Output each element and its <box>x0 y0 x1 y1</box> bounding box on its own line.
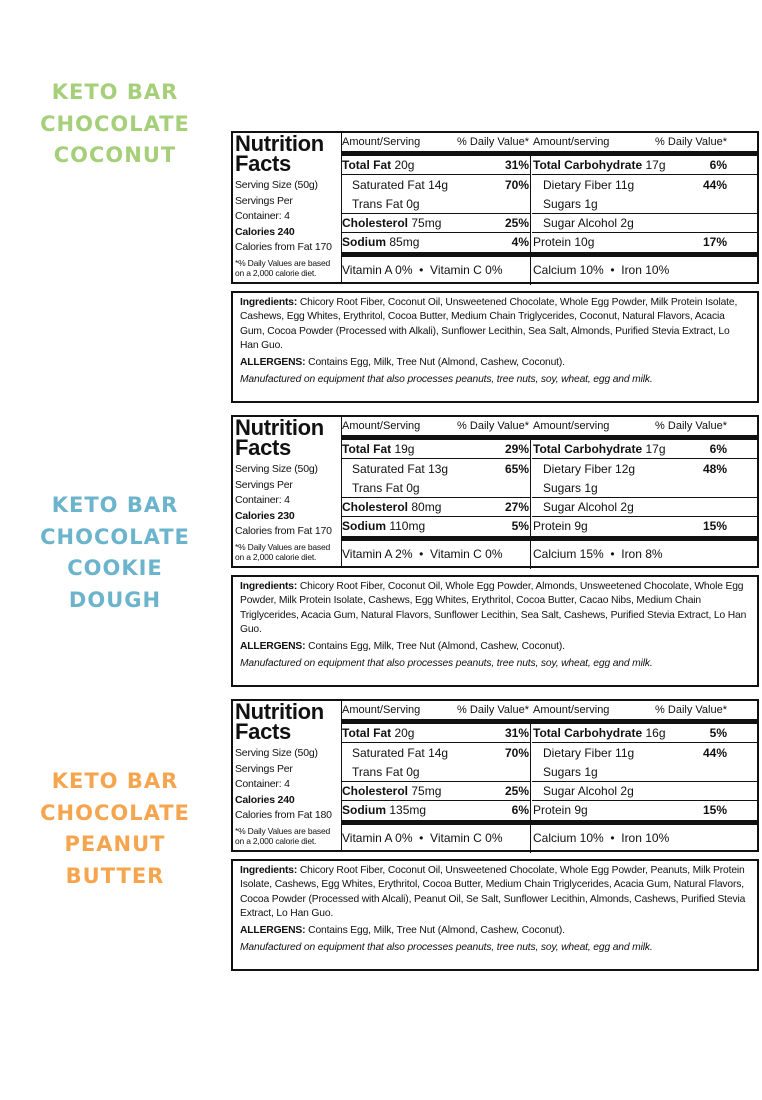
product-title <box>0 77 230 172</box>
saturated-fat-row: Saturated Fat 14g 70% <box>352 746 529 760</box>
sodium-row: Sodium 110mg 5% <box>342 519 529 533</box>
sugar-alcohol-row: Sugar Alcohol 2g <box>543 784 634 798</box>
title-line: PEANUT <box>64 832 166 856</box>
serving-size: Serving Size (50g) <box>235 747 318 759</box>
vitamins-rule <box>341 252 757 257</box>
ingredients-text: Ingredients: Chicory Root Fiber, Coconut Oil, Unsweetened Chocolate, Whole Egg Powder, Milk Protein Isolate, Cashews, Egg Whites, Erythritol, Cocoa Butter, Medium Chain Triglycerides, Coconut, Natural Flavors, Acacia Gum, Cocoa Powder (Processed with Alkali), Sunflower Lecithin, Sea Salt, Almonds, Purified Stevia Extract, Lo Han Guo. <box>240 297 738 351</box>
ingredients-text: Ingredients: Chicory Root Fiber, Coconut Oil, Whole Egg Powder, Almonds, Unsweetened Chocolate, Whole Egg Powder, Milk Protein Isolate, Cashews, Egg Whites, Erythritol, Cocoa Butter, Cacao Nibs, Medium Chain Triglycerides, Acacia Gum, Natural Flavors, Sunflower Lecithin, Sea Salt, Cashews, Purified Stevia Extract, Lo Han Guo. <box>240 581 747 635</box>
vitamins-row: Vitamin A 2% • Vitamin C 0% <box>342 547 503 561</box>
saturated-fat-row: Saturated Fat 13g 65% <box>352 462 529 476</box>
serving-info <box>235 178 341 279</box>
serving-size: Serving Size (50g) <box>235 463 318 475</box>
dietary-fiber-row: Dietary Fiber 12g 48% <box>543 462 727 476</box>
nutrition-facts-heading: Nutrition Facts <box>235 415 324 460</box>
total-carb-row: Total Carbohydrate 17g 6% <box>533 158 727 172</box>
calories: Calories 240 <box>235 225 295 238</box>
right-column-header: Amount/serving % Daily Value* <box>533 704 727 716</box>
product-title <box>0 490 230 616</box>
mid-divider <box>530 151 531 285</box>
title-line: COCONUT <box>53 143 177 167</box>
rule <box>532 174 757 175</box>
mid-divider <box>530 719 531 853</box>
left-column-header: Amount/Serving % Daily Value* <box>342 420 529 432</box>
calories-from-fat: Calories from Fat 180 <box>235 809 332 821</box>
rule <box>532 213 757 214</box>
dietary-fiber-row: Dietary Fiber 11g 44% <box>543 178 727 192</box>
protein-row: Protein 9g 15% <box>533 803 727 817</box>
right-column-header: Amount/serving % Daily Value* <box>533 136 727 148</box>
rule <box>341 497 530 498</box>
servings-per: Servings Per <box>235 762 293 775</box>
servings-per: Servings Per <box>235 194 293 207</box>
cholesterol-row: Cholesterol 80mg 27% <box>342 500 529 514</box>
serving-size: Serving Size (50g) <box>235 179 318 191</box>
allergens-text: ALLERGENS: Contains Egg, Milk, Tree Nut (Almond, Cashew, Coconut). <box>240 641 565 653</box>
sugar-alcohol-row: Sugar Alcohol 2g <box>543 500 634 514</box>
allergens-text: ALLERGENS: Contains Egg, Milk, Tree Nut (Almond, Cashew, Coconut). <box>240 357 565 369</box>
rule <box>341 174 530 175</box>
minerals-row: Calcium 10% • Iron 10% <box>533 263 670 277</box>
rule <box>341 458 530 459</box>
sugars-row: Sugars 1g <box>543 481 598 495</box>
allergens-text: ALLERGENS: Contains Egg, Milk, Tree Nut (Almond, Cashew, Coconut). <box>240 925 565 937</box>
sodium-row: Sodium 135mg 6% <box>342 803 529 817</box>
rule <box>341 232 530 233</box>
nutrition-facts-panel <box>231 415 759 568</box>
total-fat-row: Total Fat 19g 29% <box>342 442 529 456</box>
trans-fat-row: Trans Fat 0g <box>352 197 420 211</box>
total-fat-row: Total Fat 20g 31% <box>342 158 529 172</box>
rule <box>341 742 530 743</box>
rule <box>532 458 757 459</box>
calories: Calories 240 <box>235 793 295 806</box>
left-column-header: Amount/Serving % Daily Value* <box>342 704 529 716</box>
total-carb-row: Total Carbohydrate 17g 6% <box>533 442 727 456</box>
mid-divider <box>530 435 531 569</box>
footnote: *% Daily Values are based on a 2,000 calorie diet. <box>235 825 331 846</box>
rule <box>532 742 757 743</box>
product-title <box>0 766 230 892</box>
title-line: BUTTER <box>65 863 165 888</box>
rule <box>341 213 530 214</box>
dietary-fiber-row: Dietary Fiber 11g 44% <box>543 746 727 760</box>
rule <box>341 781 530 782</box>
rule <box>532 497 757 498</box>
rule <box>532 781 757 782</box>
minerals-row: Calcium 10% • Iron 10% <box>533 831 670 845</box>
calories-from-fat: Calories from Fat 170 <box>235 525 332 537</box>
nutrition-facts-panel <box>231 131 759 284</box>
rule <box>532 516 757 517</box>
rule <box>532 800 757 801</box>
vitamins-row: Vitamin A 0% • Vitamin C 0% <box>342 831 503 845</box>
footnote: *% Daily Values are based on a 2,000 calorie diet. <box>235 541 331 562</box>
serving-info <box>235 462 341 563</box>
rule <box>341 516 530 517</box>
servings-per: Servings Per <box>235 478 293 491</box>
title-line: COOKIE <box>67 556 163 580</box>
saturated-fat-row: Saturated Fat 14g 70% <box>352 178 529 192</box>
total-carb-row: Total Carbohydrate 16g 5% <box>533 726 727 740</box>
calories-from-fat: Calories from Fat 170 <box>235 241 332 253</box>
protein-row: Protein 9g 15% <box>533 519 727 533</box>
cholesterol-row: Cholesterol 75mg 25% <box>342 216 529 230</box>
manufactured-note: Manufactured on equipment that also processes peanuts, tree nuts, soy, wheat, egg and milk. <box>240 658 653 670</box>
minerals-row: Calcium 15% • Iron 8% <box>533 547 663 561</box>
trans-fat-row: Trans Fat 0g <box>352 765 420 779</box>
right-column-header: Amount/serving % Daily Value* <box>533 420 727 432</box>
servings-container: Container: 4 <box>235 778 290 790</box>
ingredients-panel <box>231 291 759 403</box>
title-line: KETO BAR <box>51 769 179 793</box>
footnote: *% Daily Values are based on a 2,000 calorie diet. <box>235 257 331 278</box>
vitamins-row: Vitamin A 0% • Vitamin C 0% <box>342 263 503 277</box>
rule <box>341 800 530 801</box>
left-column-header: Amount/Serving % Daily Value* <box>342 136 529 148</box>
title-line: CHOCOLATE <box>40 800 190 825</box>
sugars-row: Sugars 1g <box>543 765 598 779</box>
servings-container: Container: 4 <box>235 494 290 506</box>
serving-info <box>235 746 341 847</box>
ingredients-panel <box>231 859 759 971</box>
sugar-alcohol-row: Sugar Alcohol 2g <box>543 216 634 230</box>
manufactured-note: Manufactured on equipment that also processes peanuts, tree nuts, soy, wheat, egg and milk. <box>240 942 653 954</box>
calories: Calories 230 <box>235 509 295 522</box>
nutrition-facts-heading: Nutrition Facts <box>235 699 324 744</box>
ingredients-text: Ingredients: Chicory Root Fiber, Coconut Oil, Unsweetened Chocolate, Whole Egg Powder, Peanuts, Milk Protein Isolate, Cashews, Egg Whites, Erythritol, Cocoa Butter, Medium Chain Triglycerides, Acacia Gum, Natural Flavors, Cocoa Powder (Processed with Alcali), Peanut Oil, Se Salt, Sunflower Lecithin, Almonds, Cashews, Purified Stevia Extract, Lo Han Guo. <box>240 865 746 919</box>
total-fat-row: Total Fat 20g 31% <box>342 726 529 740</box>
rule <box>532 232 757 233</box>
title-line: KETO BAR <box>51 493 179 517</box>
title-line: KETO BAR <box>51 80 179 104</box>
nutrition-facts-panel <box>231 699 759 852</box>
cholesterol-row: Cholesterol 75mg 25% <box>342 784 529 798</box>
manufactured-note: Manufactured on equipment that also processes peanuts, tree nuts, soy, wheat, egg and milk. <box>240 374 653 386</box>
title-line: DOUGH <box>68 587 162 612</box>
vitamins-rule <box>341 536 757 541</box>
vitamins-rule <box>341 820 757 825</box>
title-line: CHOCOLATE <box>40 524 190 549</box>
sodium-row: Sodium 85mg 4% <box>342 235 529 249</box>
title-line: CHOCOLATE <box>40 111 190 136</box>
sugars-row: Sugars 1g <box>543 197 598 211</box>
protein-row: Protein 10g 17% <box>533 235 727 249</box>
nutrition-facts-heading: Nutrition Facts <box>235 131 324 176</box>
trans-fat-row: Trans Fat 0g <box>352 481 420 495</box>
ingredients-panel <box>231 575 759 687</box>
servings-container: Container: 4 <box>235 210 290 222</box>
